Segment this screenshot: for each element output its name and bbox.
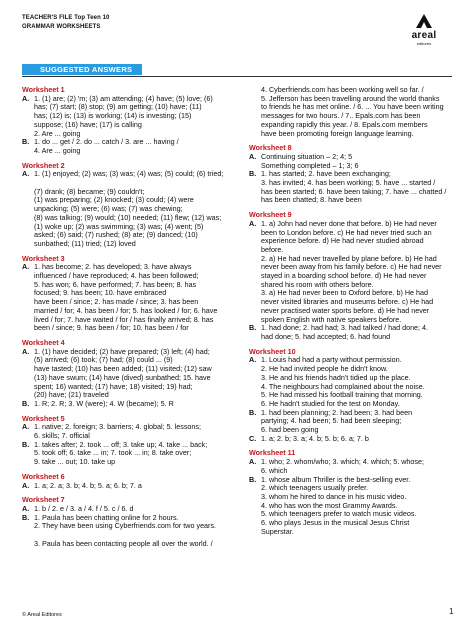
answer-line: never visited libraries and museums before. c) He had (261, 297, 434, 307)
header-subtitle: GRAMMAR WORKSHEETS (22, 24, 101, 30)
logo-mark-icon (416, 14, 432, 28)
answer-line: been / since; 9. has been / for; 10. has been / for (34, 323, 189, 333)
answer-line: 2. Are ... going (34, 128, 81, 138)
logo-sub: editores (416, 41, 432, 46)
answer-line: 6. He hadn't studied for the test on Monday. (261, 398, 400, 408)
publisher-logo (400, 14, 448, 50)
answer-line: has been chatted; 8. have been (261, 195, 362, 205)
answer-line: 2. They have been using Cyberfriends.com for two years. (34, 521, 217, 531)
answer-line: 1. R; 2. R; 3. W (were); 4. W (became); 5. R (34, 398, 174, 408)
answer-line: has; (12) is; (13) is working; (14) is investing; (15) (34, 111, 192, 121)
answer-line: sunbathed; (11) tried; (12) loved (34, 238, 136, 248)
answer-line: 1. who; 2. whom/who; 3. which; 4. which; 5. whose; (261, 457, 424, 467)
answer-item (249, 324, 459, 341)
worksheet-heading: Worksheet 5 (22, 413, 65, 423)
answer-item (249, 86, 459, 138)
answer-item (249, 153, 459, 170)
answer-line: 6. had been going (261, 425, 319, 435)
worksheet-heading: Worksheet 2 (22, 160, 65, 170)
answer-label: C. (249, 433, 257, 443)
worksheet-heading: Worksheet 9 (249, 210, 292, 220)
answer-line: 1. a; 2. b; 3. a; 4. b; 5. b; 6. a; 7. b (261, 433, 369, 443)
answer-line: 3. a) He had never been to Oxford before. b) He had (261, 288, 429, 298)
answer-item (22, 263, 238, 333)
answer-line: 5. Jefferson has been travelling around the world thanks (261, 93, 440, 103)
answer-label: A. (249, 218, 257, 228)
answer-line: (1) was preparing; (2) knocked; (3) could; (4) were (34, 195, 194, 205)
answer-line: have been promoting foreign language learning. (261, 128, 414, 138)
answer-line: (7) drank; (8) became; (9) couldn't; (34, 186, 145, 196)
answer-line: 5. which teenagers prefer to watch music videos. (261, 509, 417, 519)
answer-item (22, 400, 238, 409)
answer-line: 4. Cyberfriends.com has been working well so far. / (261, 85, 424, 94)
answer-line: focused; 9. has been; 10. have embraced (34, 288, 167, 298)
answer-line: 4. Are ... going (34, 145, 81, 155)
answer-line: been to London before. c) He had never tried such an (261, 227, 432, 237)
answer-line: 1. (1) enjoyed; (2) was; (3) was; (4) was; (5) could; (6) tried; (34, 169, 224, 179)
answer-line: 1. Louis had had a party without permission. (261, 355, 402, 365)
answer-line: 2. He had invited people he didn't know. (261, 364, 388, 374)
answer-item (22, 482, 238, 491)
answer-line: before. (261, 244, 284, 254)
answer-label: B. (249, 323, 257, 333)
answer-label: B. (22, 512, 30, 522)
worksheet-heading: Worksheet 8 (249, 143, 292, 153)
answer-label: B. (22, 398, 30, 408)
footer-copyright: © Areal Editores (22, 612, 62, 618)
answer-line: 4. The neighbours had complained about the noise. (261, 381, 425, 391)
answer-line: 3. whom he hired to dance in his music video. (261, 491, 407, 501)
answer-line: 4. who has won the most Grammy Awards. (261, 500, 398, 510)
answer-line: Superstar. (261, 526, 294, 536)
answer-item (249, 458, 459, 475)
answer-line: has; (7) start; (8) stop; (9) am getting; (10) have; (11) (34, 102, 202, 112)
answer-line: had done; 5. had accepted; 6. had found (261, 331, 391, 341)
answer-label: A. (22, 262, 30, 272)
left-column (22, 86, 238, 548)
answer-line: 3. Paula has been contacting people all over the world. / (34, 538, 213, 548)
answer-line: (5) arrived; (6) took; (7) had; (8) could ... (9) (34, 355, 173, 365)
answer-item (22, 514, 238, 549)
answer-line: (20) have; (21) traveled (34, 390, 109, 400)
worksheet-heading: Worksheet 1 (22, 85, 65, 94)
worksheet-heading: Worksheet 10 (249, 346, 296, 356)
section-banner: SUGGESTED ANSWERS (22, 64, 142, 75)
answer-line: 1. Paula has been chatting online for 2 hours. (34, 512, 179, 522)
answer-line: 5. took off; 6. take ... in; 7. took ... in; 8. take over; (34, 448, 192, 458)
worksheet-heading: Worksheet 4 (22, 337, 65, 347)
answer-line: 5. He had missed his football training that morning. (261, 390, 423, 400)
answer-line: 1. had been planning; 2. had been; 3. had been (261, 407, 413, 417)
answer-line: have tasted; (10) has been added; (11) visited; (12) saw (34, 364, 212, 374)
answer-item (249, 476, 459, 537)
answer-line: never practised water sports before. d) He had never (261, 305, 430, 315)
answer-item (249, 356, 459, 408)
answer-label: A. (22, 346, 30, 356)
answer-item (249, 220, 459, 324)
worksheet-heading: Worksheet 11 (249, 448, 296, 458)
answer-line: 1. takes after; 2. took ... off; 3. take up; 4. take ... back; (34, 439, 208, 449)
answer-label: A. (22, 480, 30, 490)
answer-line: stayed in a boarding school before. d) He had never (261, 271, 427, 281)
answer-line: 1. b / 2. e / 3. a / 4. f / 5. c / 6. d (34, 503, 134, 513)
answer-label: A. (249, 151, 257, 161)
answer-line: 3. has invited; 4. has been working; 5. have ... started / (261, 178, 436, 188)
answer-line: 1. native; 2. foreign; 3. barriers; 4. global; 5. lessons; (34, 422, 202, 432)
answer-line: 2. a) He had never travelled by plane before. b) He had (261, 253, 437, 263)
answer-line: 1. do ... get / 2. do ... catch / 3. are ... having / (34, 137, 179, 147)
answer-line: 1. (1) are; (2) 'm; (3) am attending; (4) have; (5) love; (6) (34, 93, 213, 103)
answer-line: 1. has started; 2. have been exchanging; (261, 169, 391, 179)
worksheet-heading: Worksheet 6 (22, 471, 65, 481)
answer-line: spoken English with native speakers before. (261, 314, 402, 324)
answer-line: spent; 16) wanted; (17) have; 18) visited; 19) had; (34, 381, 193, 391)
answer-line: expanding rapidly this year. / 8. Epals.com members (261, 119, 428, 129)
answer-line: 1. (1) have decided; (2) have prepared; (3) left; (4) had; (34, 346, 210, 356)
answer-line: asked; (6) said; (7) rushed; (8) ate; (9) danced; (10) (34, 230, 198, 240)
answer-label: A. (249, 355, 257, 365)
answer-line: (1) woke up; (2) was swimming; (3) was; (4) went; (5) (34, 221, 204, 231)
answer-label: A. (22, 422, 30, 432)
answer-line: (13) have swum; (14) have (dived) sunbathed; 15. have (34, 372, 211, 382)
answer-line: 6. skills; 7. official (34, 431, 90, 441)
answer-label: A. (22, 169, 30, 179)
answer-line: 1. a; 2. a; 3. b; 4. b; 5. a; 6. b; 7. a (34, 480, 142, 490)
answer-label: A. (22, 93, 30, 103)
answer-item (22, 348, 238, 400)
answer-item (22, 170, 238, 248)
page-number: 1 (449, 607, 454, 616)
answer-line: 1. a) John had never done that before. b) He had never (261, 218, 437, 228)
answer-label: B. (249, 169, 257, 179)
worksheet-heading: Worksheet 3 (22, 253, 65, 263)
answer-label: B. (249, 474, 257, 484)
page-header (22, 14, 109, 32)
answer-line: lived / for; 7. have waited / for / has finally arrived; 8. has (34, 314, 214, 324)
answer-label: B. (22, 137, 30, 147)
answer-item (249, 435, 459, 444)
answer-item (22, 138, 238, 155)
header-rule (22, 76, 452, 77)
answer-line: has been started; 6. have been taking; 7. have ... chatted / (261, 186, 447, 196)
answer-line: married / for; 4. has been / for; 5. has looked / for; 6. have (34, 305, 218, 315)
answer-line: 9. take ... out; 10. take up (34, 457, 116, 467)
answer-line: influenced / have reproduced; 4. has been followed; (34, 271, 199, 281)
answer-label: A. (249, 457, 257, 467)
answer-line: 5. has won; 6. have performed; 7. has been; 8. has (34, 279, 197, 289)
answer-line: partying; 4. had been; 5. had been sleeping; (261, 416, 402, 426)
answer-line: to friends he has met online. / 6. ... You have been writing (261, 102, 444, 112)
logo-word: areal (411, 30, 437, 41)
answer-line: 1. whose album Thriller is the best-selling ever. (261, 474, 411, 484)
answer-label: B. (249, 407, 257, 417)
answer-line: suppose; (16) have; (17) is calling (34, 119, 142, 129)
answer-line: shared his room with others before. (261, 279, 374, 289)
answer-line: 1. had done; 2. had had; 3. had talked / had done; 4. (261, 323, 429, 333)
answer-line: have been / since; 2. has made / since; 3. has been (34, 297, 199, 307)
answer-line: (8) was talking; (9) would; (10) needed; (11) flew; (12) was; (34, 212, 222, 222)
answer-label: B. (22, 439, 30, 449)
answer-line: messages for two hours. / 7.. Epals.com has been (261, 111, 421, 121)
answer-item (249, 409, 459, 435)
answer-line: unpacking; (5) were; (6) was; (7) was chewing; (34, 204, 183, 214)
worksheet-heading: Worksheet 7 (22, 495, 65, 505)
answer-line: Something completed – 1; 3; 6 (261, 160, 359, 170)
header-title: TEACHER'S FILE Top Teen 10 (22, 15, 110, 21)
answer-line: 6. which (261, 465, 288, 475)
answer-item (22, 441, 238, 467)
answer-line: experience before. d) He had never studied abroad (261, 236, 424, 246)
answer-label: A. (22, 503, 30, 513)
answer-line: Continuing situation – 2; 4; 5 (261, 151, 353, 161)
answer-item (22, 423, 238, 440)
answer-line: never been away from his family before. c) He had never (261, 262, 442, 272)
answer-line: 6. who plays Jesus in the musical Jesus Christ (261, 518, 410, 528)
answer-line: 1. has become; 2. has developed; 3. have always (34, 262, 192, 272)
answer-item (249, 170, 459, 205)
answer-line: 2. which teenagers usually prefer. (261, 483, 369, 493)
right-column (249, 86, 459, 536)
answer-item (22, 95, 238, 139)
answer-line: 3. He and his friends hadn't tidied up the place. (261, 372, 411, 382)
